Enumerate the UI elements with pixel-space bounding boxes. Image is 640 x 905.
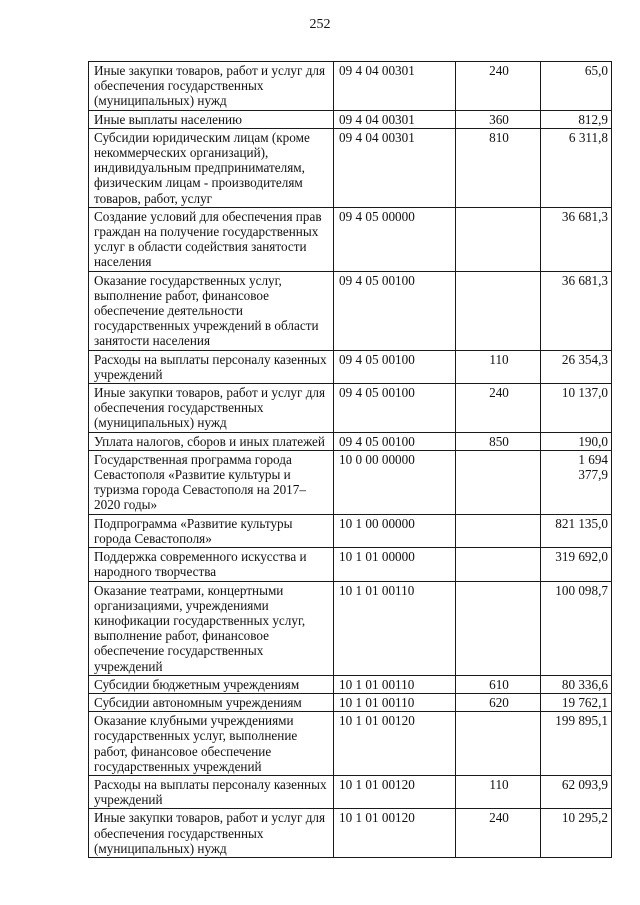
row-amount-cell: 62 093,9	[541, 775, 612, 808]
table-row	[89, 548, 612, 581]
row-code-cell: 10 0 00 00000	[334, 450, 456, 514]
row-expense-type-cell	[456, 271, 541, 350]
row-expense-type-cell	[456, 514, 541, 547]
row-expense-type-cell: 620	[456, 693, 541, 711]
row-expense-type-cell: 240	[456, 384, 541, 433]
row-name-cell: Государственная программа города Севастополя «Развитие культуры и туризма города Севастополя на 2017–2020 годы»	[89, 450, 334, 514]
budget-table	[88, 61, 612, 858]
row-name-cell: Иные закупки товаров, работ и услуг для обеспечения государственных (муниципальных) нужд	[89, 384, 334, 433]
row-amount-cell: 80 336,6	[541, 675, 612, 693]
row-expense-type-cell	[456, 548, 541, 581]
row-expense-type-cell: 110	[456, 350, 541, 383]
row-expense-type-cell	[456, 712, 541, 776]
table-row	[89, 775, 612, 808]
budget-table-body	[89, 62, 612, 858]
row-name-cell: Субсидии юридическим лицам (кроме некоммерческих организаций), индивидуальным предпринимателям, физическим лицам - производителям товаров, работ, услуг	[89, 128, 334, 207]
row-amount-cell: 19 762,1	[541, 693, 612, 711]
row-code-cell: 09 4 04 00301	[334, 62, 456, 111]
table-row	[89, 432, 612, 450]
row-amount-cell: 812,9	[541, 110, 612, 128]
row-code-cell: 10 1 01 00000	[334, 548, 456, 581]
row-expense-type-cell: 360	[456, 110, 541, 128]
row-code-cell: 10 1 01 00110	[334, 693, 456, 711]
row-name-cell: Создание условий для обеспечения прав граждан на получение государственных услуг в области содействия занятости населения	[89, 207, 334, 271]
row-code-cell: 09 4 04 00301	[334, 110, 456, 128]
table-row	[89, 675, 612, 693]
table-row	[89, 693, 612, 711]
row-code-cell: 09 4 05 00100	[334, 432, 456, 450]
table-row	[89, 350, 612, 383]
row-expense-type-cell: 850	[456, 432, 541, 450]
row-code-cell: 09 4 05 00100	[334, 271, 456, 350]
row-code-cell: 09 4 05 00100	[334, 350, 456, 383]
row-amount-cell: 319 692,0	[541, 548, 612, 581]
table-row	[89, 514, 612, 547]
table-row	[89, 712, 612, 776]
row-name-cell: Расходы на выплаты персоналу казенных учреждений	[89, 775, 334, 808]
table-row	[89, 207, 612, 271]
row-code-cell: 10 1 01 00120	[334, 809, 456, 858]
row-expense-type-cell	[456, 450, 541, 514]
table-row	[89, 384, 612, 433]
page-number: 252	[309, 17, 331, 32]
row-amount-cell: 6 311,8	[541, 128, 612, 207]
row-code-cell: 10 1 01 00110	[334, 581, 456, 675]
row-amount-cell: 10 137,0	[541, 384, 612, 433]
table-row	[89, 450, 612, 514]
table-row	[89, 110, 612, 128]
row-expense-type-cell: 110	[456, 775, 541, 808]
row-name-cell: Оказание государственных услуг, выполнение работ, финансовое обеспечение деятельности государственных учреждений в области занятости населения	[89, 271, 334, 350]
row-amount-cell: 26 354,3	[541, 350, 612, 383]
row-name-cell: Поддержка современного искусства и народного творчества	[89, 548, 334, 581]
row-amount-cell: 65,0	[541, 62, 612, 111]
row-name-cell: Уплата налогов, сборов и иных платежей	[89, 432, 334, 450]
row-amount-cell: 36 681,3	[541, 207, 612, 271]
row-expense-type-cell: 610	[456, 675, 541, 693]
row-name-cell: Расходы на выплаты персоналу казенных учреждений	[89, 350, 334, 383]
row-code-cell: 09 4 05 00100	[334, 384, 456, 433]
row-amount-cell: 100 098,7	[541, 581, 612, 675]
row-expense-type-cell: 240	[456, 62, 541, 111]
row-amount-cell: 199 895,1	[541, 712, 612, 776]
table-row	[89, 581, 612, 675]
row-expense-type-cell: 240	[456, 809, 541, 858]
row-name-cell: Иные закупки товаров, работ и услуг для обеспечения государственных (муниципальных) нужд	[89, 62, 334, 111]
table-row	[89, 271, 612, 350]
table-row	[89, 128, 612, 207]
row-name-cell: Субсидии автономным учреждениям	[89, 693, 334, 711]
row-name-cell: Иные выплаты населению	[89, 110, 334, 128]
row-amount-cell: 821 135,0	[541, 514, 612, 547]
row-name-cell: Субсидии бюджетным учреждениям	[89, 675, 334, 693]
row-amount-cell: 1 694 377,9	[541, 450, 612, 514]
row-code-cell: 10 1 00 00000	[334, 514, 456, 547]
row-code-cell: 09 4 05 00000	[334, 207, 456, 271]
table-row	[89, 62, 612, 111]
row-name-cell: Иные закупки товаров, работ и услуг для обеспечения государственных (муниципальных) нужд	[89, 809, 334, 858]
row-expense-type-cell	[456, 581, 541, 675]
row-expense-type-cell: 810	[456, 128, 541, 207]
row-amount-cell: 36 681,3	[541, 271, 612, 350]
row-name-cell: Оказание театрами, концертными организациями, учреждениями кинофикации государственных услуг, выполнение работ, финансовое обеспечение государственных учреждений	[89, 581, 334, 675]
row-name-cell: Подпрограмма «Развитие культуры города Севастополя»	[89, 514, 334, 547]
row-code-cell: 09 4 04 00301	[334, 128, 456, 207]
row-expense-type-cell	[456, 207, 541, 271]
table-row	[89, 809, 612, 858]
row-amount-cell: 10 295,2	[541, 809, 612, 858]
row-code-cell: 10 1 01 00120	[334, 712, 456, 776]
row-name-cell: Оказание клубными учреждениями государственных услуг, выполнение работ, финансовое обеспечение государственных учреждений	[89, 712, 334, 776]
row-amount-cell: 190,0	[541, 432, 612, 450]
row-code-cell: 10 1 01 00110	[334, 675, 456, 693]
row-code-cell: 10 1 01 00120	[334, 775, 456, 808]
